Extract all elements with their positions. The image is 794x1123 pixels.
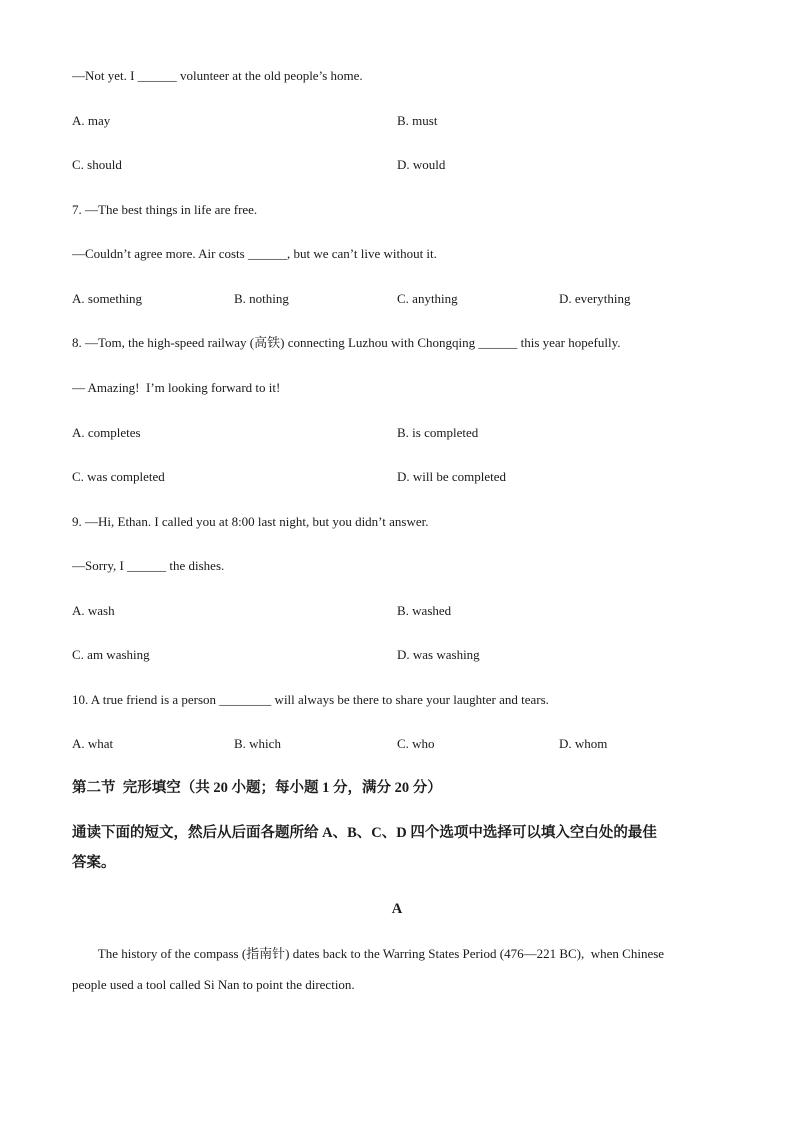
q9-stem: 9. —Hi, Ethan. I called you at 8:00 last night, but you didn’t answer.	[72, 514, 429, 529]
q6-dialogue-line: —Not yet. I ______ volunteer at the old people’s home.	[72, 68, 363, 83]
q8-stem: 8. —Tom, the high-speed railway (高铁) connecting Luzhou with Chongqing ______ this year hopefully.	[72, 335, 621, 350]
section-instruction-cont: 答案。	[72, 855, 116, 871]
q6-option-d: D. would	[397, 157, 446, 172]
passage-paragraph-line2: people used a tool called Si Nan to point the direction.	[72, 977, 355, 992]
section-heading: 第二节 完形填空（共 20 小题；每小题 1 分，满分 20 分）	[72, 780, 442, 796]
q7-stem: 7. —The best things in life are free.	[72, 202, 258, 217]
q9-option-b: B. washed	[397, 603, 452, 618]
q8-option-c: C. was completed	[72, 469, 165, 484]
q10-option-d: D. whom	[559, 736, 608, 751]
q7-option-c: C. anything	[397, 291, 458, 306]
q10-option-a: A. what	[72, 736, 114, 751]
q7-dialogue-line: —Couldn’t agree more. Air costs ______, but we can’t live without it.	[72, 246, 437, 261]
q7-option-d: D. everything	[559, 291, 631, 306]
q9-option-d: D. was washing	[397, 647, 480, 662]
q7-option-b: B. nothing	[234, 291, 289, 306]
q8-option-a: A. completes	[72, 425, 141, 440]
q10-option-b: B. which	[234, 736, 281, 751]
q6-option-c: C. should	[72, 157, 122, 172]
q10-option-c: C. who	[397, 736, 435, 751]
q6-option-a: A. may	[72, 113, 111, 128]
q9-dialogue-line: —Sorry, I ______ the dishes.	[72, 558, 225, 573]
q8-option-d: D. will be completed	[397, 469, 507, 484]
q9-option-a: A. wash	[72, 603, 115, 618]
passage-paragraph-line1: The history of the compass (指南针) dates back to the Warring States Period (476—221 BC), when Chinese	[72, 946, 665, 961]
q8-option-b: B. is completed	[397, 425, 479, 440]
section-instruction: 通读下面的短文，然后从后面各题所给 A、B、C、D 四个选项中选择可以填入空白处的最佳	[72, 825, 657, 841]
passage-title: A	[391, 901, 403, 917]
q6-option-b: B. must	[397, 113, 438, 128]
q9-option-c: C. am washing	[72, 647, 150, 662]
q8-dialogue-line: — Amazing! I’m looking forward to it!	[72, 380, 281, 395]
q7-option-a: A. something	[72, 291, 143, 306]
q10-stem: 10. A true friend is a person ________ will always be there to share your laughter and tears.	[72, 692, 549, 707]
